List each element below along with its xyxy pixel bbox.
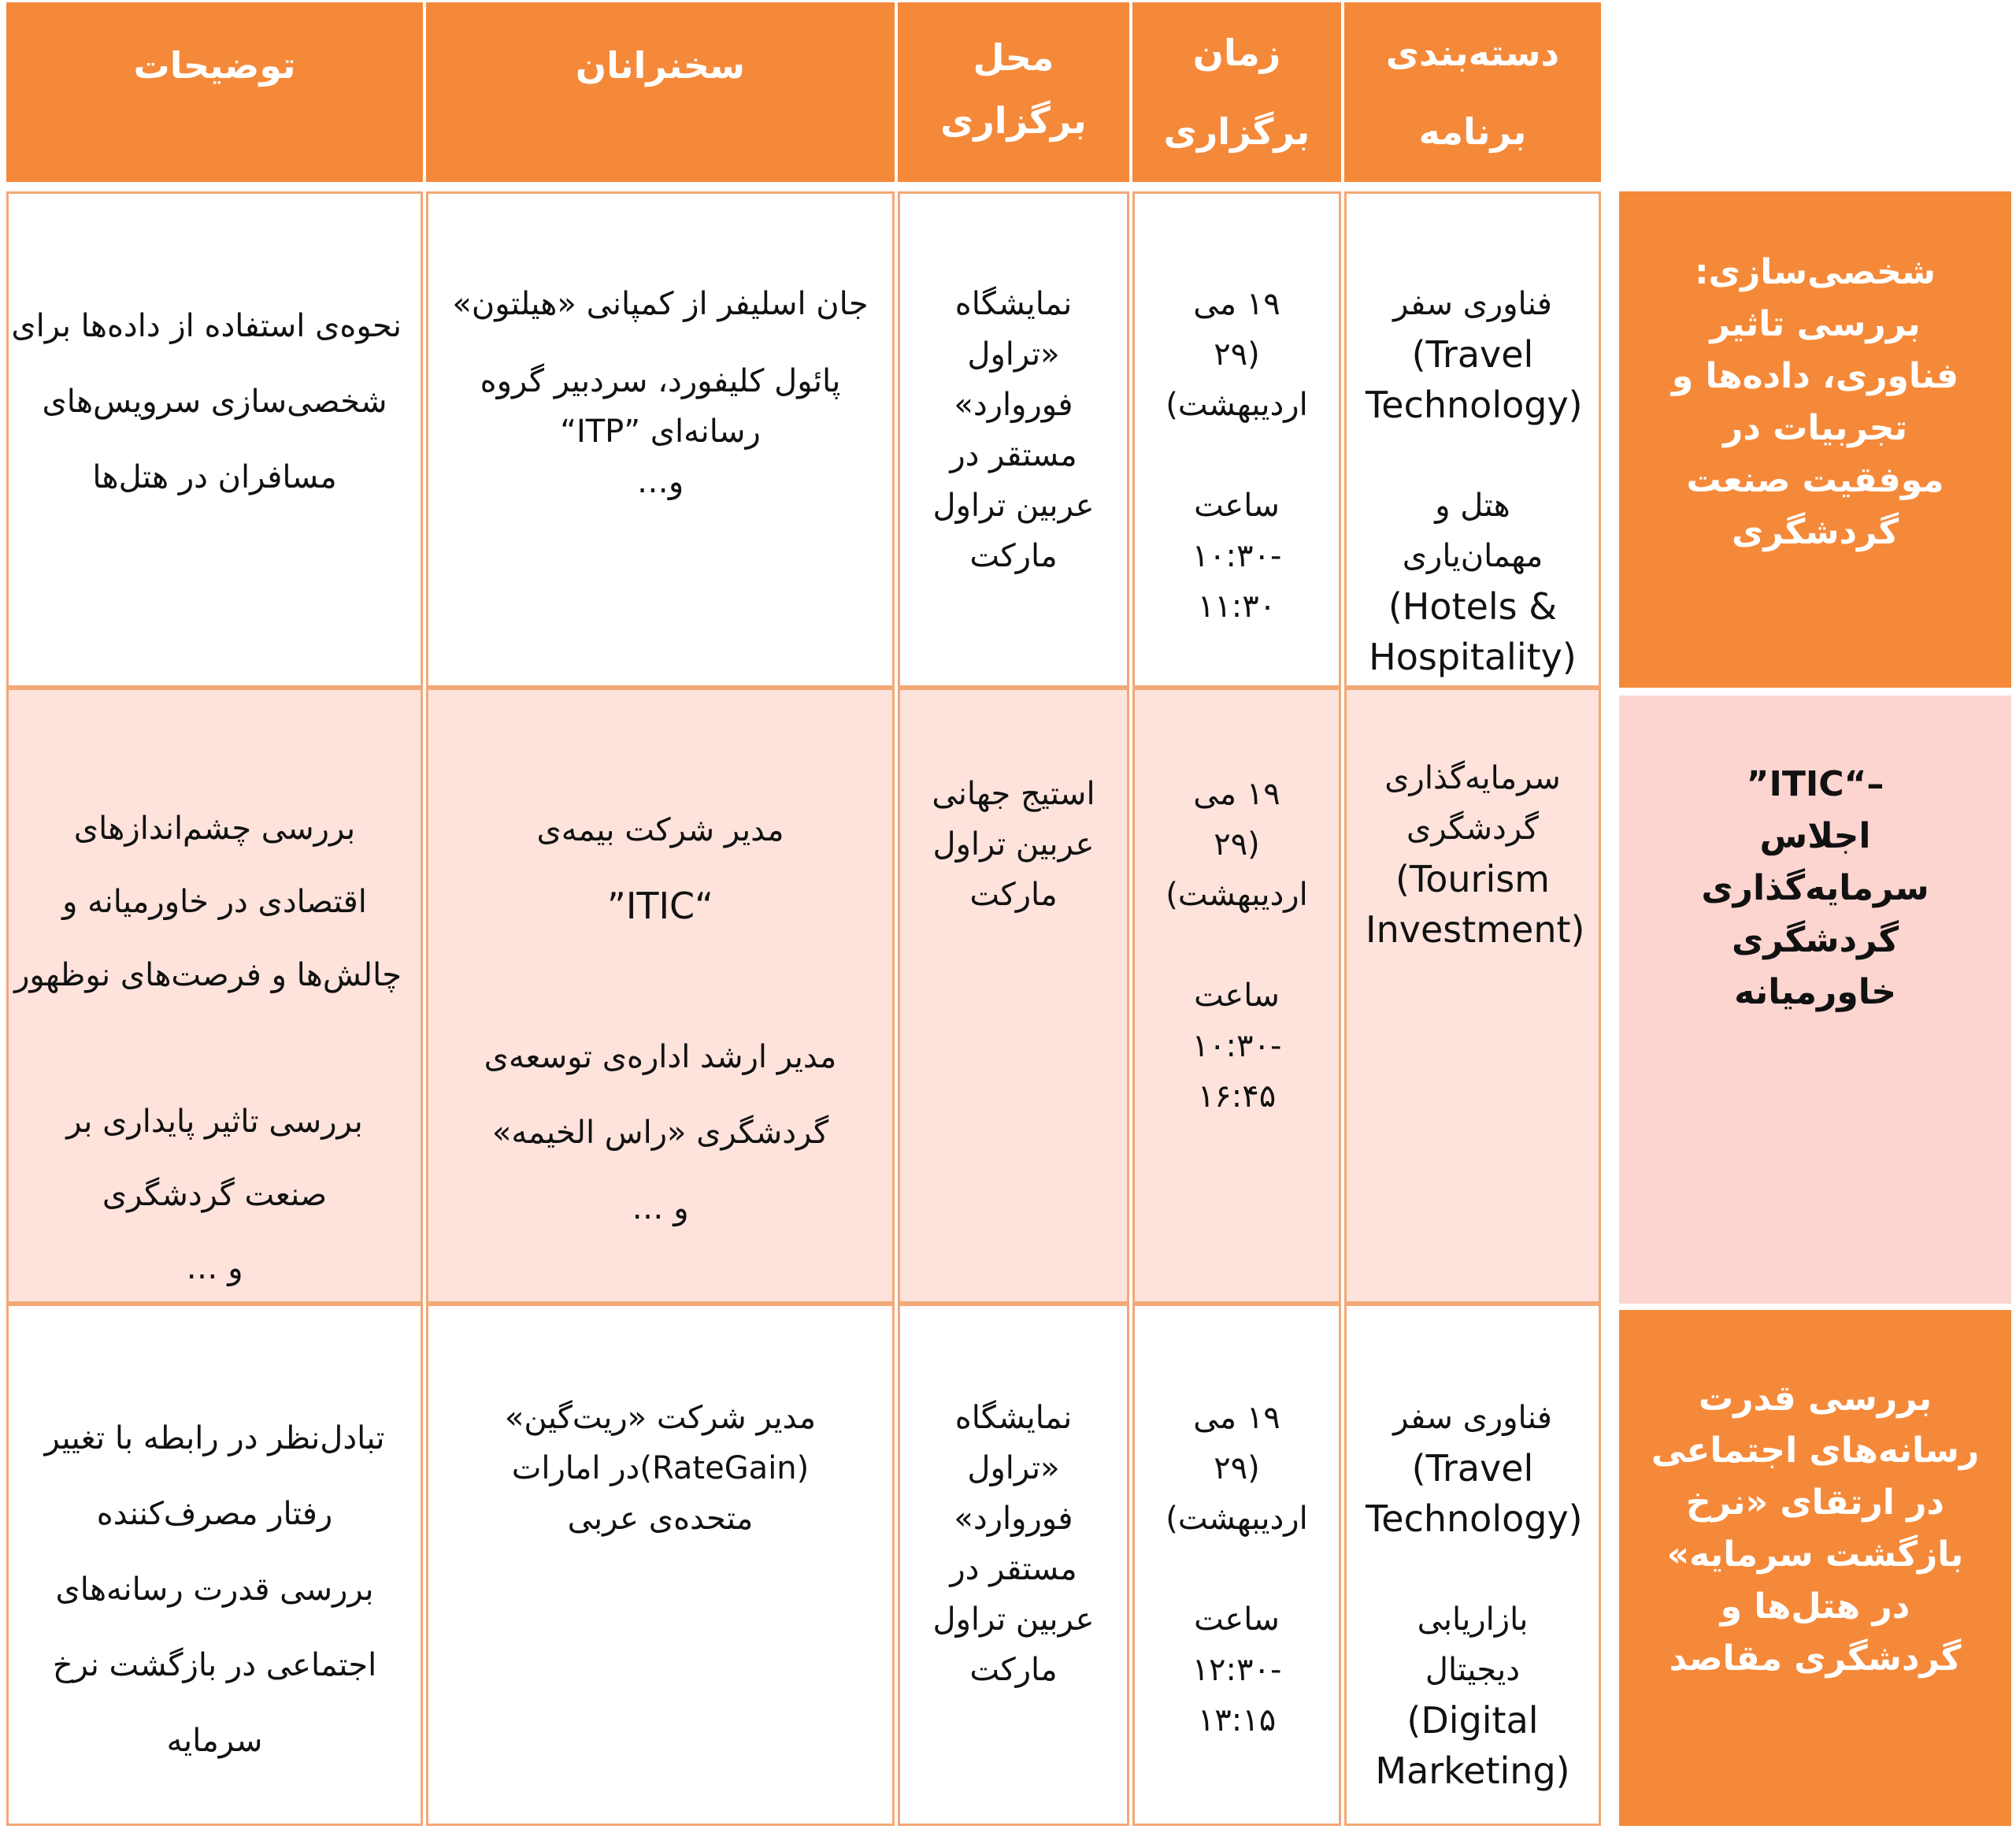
header-time-line2: برگزاری <box>1163 110 1310 153</box>
row3-description-cell <box>6 1304 423 1826</box>
row2-time-date: ۱۹ می <box>1193 776 1280 812</box>
row2-time-jalali-b: اردیبهشت) <box>1166 877 1308 913</box>
row1-category-fa2b: مهمان‌یاری <box>1402 538 1544 574</box>
row1-title <box>1619 191 2011 688</box>
row1-description-line2: شخصی‌سازی سرویس‌های <box>42 384 387 420</box>
row3-category-en1b: Technology) <box>1366 1497 1583 1540</box>
row3-venue-line2: «تراول <box>967 1450 1060 1486</box>
row2-description-line5: صنعت گردشگری <box>102 1177 328 1213</box>
row1-speaker-line4: و… <box>636 464 684 500</box>
row1-venue-line5: عربین تراول <box>932 488 1095 524</box>
row3-venue-line4: مستقر در <box>950 1551 1077 1587</box>
row3-speakers-cell <box>426 1304 895 1826</box>
row1-venue-line3: فوروارد» <box>954 387 1073 423</box>
row2-description-line2: اقتصادی در خاورمیانه و <box>62 884 367 920</box>
row2-time-start: -۱۰:۳۰ <box>1191 1028 1282 1064</box>
row3-title-text: بررسی قدرت رسانه‌های اجتماعی در ارتقای «نرخ بازگشت سرمایه» در هتل‌ها و گردشگری مقاصد <box>1651 1378 1980 1679</box>
row2-speaker-line4: گردشگری «راس الخیمه» <box>491 1115 829 1151</box>
row3-time-date: ۱۹ می <box>1193 1400 1280 1436</box>
row2-title-text: اجلاس سرمایه‌گذاری گردشگری خاورمیانه <box>1701 816 1929 1012</box>
row2-speaker-line5: و … <box>632 1190 689 1226</box>
row3-description-line1: تبادل‌نظر در رابطه با تغییر <box>44 1420 385 1456</box>
row3-category-cell <box>1344 1304 1601 1826</box>
row3-category-fa1: فناوری سفر <box>1393 1400 1552 1436</box>
row1-category-fa2a: هتل و <box>1435 488 1510 524</box>
row3-category-en2b: Marketing) <box>1375 1750 1570 1792</box>
row1-venue-cell <box>898 191 1129 688</box>
row3-time-start: -۱۲:۳۰ <box>1191 1652 1282 1688</box>
row3-venue-line3: فوروارد» <box>954 1501 1073 1537</box>
row3-time-jalali-a: (۲۹ <box>1214 1450 1260 1486</box>
row1-description-cell <box>6 191 423 688</box>
row2-speaker-line3: مدیر ارشد اداره‌ی توسعه‌ی <box>484 1039 837 1075</box>
row3-time-cell <box>1132 1304 1341 1826</box>
row2-category-fa1b: گردشگری <box>1406 811 1539 847</box>
row2-venue-line1: استیج جهانی <box>932 776 1095 812</box>
row3-description-line4: اجتماعی در بازگشت نرخ <box>52 1647 377 1683</box>
row1-category-fa1: فناوری سفر <box>1393 286 1552 322</box>
header-description-text: توضیحات <box>133 44 296 87</box>
header-category <box>1344 2 1601 182</box>
row2-venue-line2: عربین تراول <box>932 826 1095 863</box>
row2-title <box>1619 696 2011 1304</box>
row3-category-fa2a: بازاریابی <box>1417 1601 1529 1638</box>
row1-description-line1: نحوه‌ی استفاده از داده‌ها برای <box>11 308 402 344</box>
row2-category-fa1a: سرمایه‌گذاری <box>1384 760 1561 796</box>
header-category-line1: دسته‌بندی <box>1385 32 1560 74</box>
row2-venue-cell <box>898 688 1129 1304</box>
row3-category-en1a: (Travel <box>1411 1447 1534 1490</box>
row3-category-en2a: (Digital <box>1406 1699 1539 1742</box>
row2-title-acronym: ”ITIC“– <box>1746 764 1884 804</box>
row1-venue-line2: «تراول <box>967 336 1060 373</box>
row3-title <box>1619 1310 2011 1826</box>
row1-time-start: -۱۰:۳۰ <box>1191 538 1282 574</box>
row2-category-cell <box>1344 688 1601 1304</box>
row3-time-hour-label: ساعت <box>1194 1601 1280 1638</box>
row3-time-jalali-b: اردیبهشت) <box>1166 1501 1308 1537</box>
header-time-line1: زمان <box>1192 32 1281 74</box>
header-time <box>1132 2 1341 182</box>
row2-description-line4: بررسی تاثیر پایداری بر <box>66 1104 363 1140</box>
header-speakers <box>426 2 895 182</box>
row1-title-text: شخصی‌سازی: بررسی تاثیر فناوری، داده‌ها و تجربیات در موفقیت صنعت گردشگری <box>1671 252 1959 552</box>
header-description <box>6 2 423 182</box>
row3-venue-line6: مارکت <box>969 1652 1058 1688</box>
row1-speaker-line3: رسانه‌ای ”ITP“ <box>560 414 761 450</box>
row3-description-line5: سرمایه <box>166 1723 263 1759</box>
row3-speaker-line3: متحده‌ی عربی <box>567 1501 754 1537</box>
row2-time-cell <box>1132 688 1341 1304</box>
row3-speaker-line1: مدیر شرکت «ریت‌گین» <box>504 1400 817 1436</box>
row3-time-end: ۱۳:۱۵ <box>1197 1702 1277 1738</box>
row3-description-line3: بررسی قدرت رسانه‌های <box>55 1571 374 1608</box>
header-category-line2: برنامه <box>1418 110 1527 153</box>
row1-venue-line4: مستقر در <box>950 437 1077 473</box>
row2-category-en1b: Investment) <box>1366 908 1585 951</box>
row2-description-line6: و … <box>186 1250 243 1286</box>
row2-time-jalali-a: (۲۹ <box>1214 826 1260 863</box>
row1-category-en2b: Hospitality) <box>1369 636 1577 678</box>
row1-time-end: ۱۱:۳۰ <box>1197 588 1277 625</box>
row1-category-en1b: Technology) <box>1366 384 1583 426</box>
row1-description-line3: مسافران در هتل‌ها <box>92 459 337 495</box>
row1-speakers-cell <box>426 191 895 688</box>
row1-category-cell <box>1344 191 1601 688</box>
header-speakers-text: سخنرانان <box>575 44 746 87</box>
row2-category-en1a: (Tourism <box>1395 858 1550 900</box>
row3-venue-line5: عربین تراول <box>932 1601 1095 1638</box>
row1-venue-line6: مارکت <box>969 538 1058 574</box>
row2-time-hour-label: ساعت <box>1194 978 1280 1014</box>
row1-venue-line1: نمایشگاه <box>954 286 1073 322</box>
row2-venue-line3: مارکت <box>969 877 1058 913</box>
row1-time-date: ۱۹ می <box>1193 286 1280 322</box>
header-venue-text: محل برگزاری <box>940 36 1087 142</box>
row3-venue-line1: نمایشگاه <box>954 1400 1073 1436</box>
row2-speakers-cell <box>426 688 895 1304</box>
row2-description-line3: چالش‌ها و فرصت‌های نوظهور <box>14 957 402 993</box>
row3-speaker-line2: (RateGain)در امارات <box>511 1450 810 1486</box>
row2-description-cell <box>6 688 423 1304</box>
row1-category-en1a: (Travel <box>1411 333 1534 376</box>
row1-time-jalali-b: اردیبهشت) <box>1166 387 1308 423</box>
header-venue <box>898 2 1129 182</box>
row2-description-line1: بررسی چشم‌اندازهای <box>73 811 356 847</box>
row2-speaker-line2: ”ITIC“ <box>606 885 713 927</box>
row2-time-end: ۱۶:۴۵ <box>1197 1078 1277 1115</box>
row1-speaker-line1: جان اسلیفر از کمپانی «هیلتون» <box>452 286 869 322</box>
row2-speaker-line1: مدیر شرکت بیمه‌ی <box>536 812 784 848</box>
row1-category-en2a: (Hotels & <box>1388 585 1558 628</box>
row3-description-line2: رفتار مصرف‌کننده <box>96 1496 333 1532</box>
row3-category-fa2b: دیجیتال <box>1425 1652 1521 1688</box>
row1-time-jalali-a: (۲۹ <box>1214 336 1260 373</box>
row1-time-cell <box>1132 191 1341 688</box>
row3-venue-cell <box>898 1304 1129 1826</box>
row1-speaker-line2: پائول کلیفورد، سردبیر گروه <box>480 363 841 399</box>
row1-time-hour-label: ساعت <box>1194 488 1280 524</box>
